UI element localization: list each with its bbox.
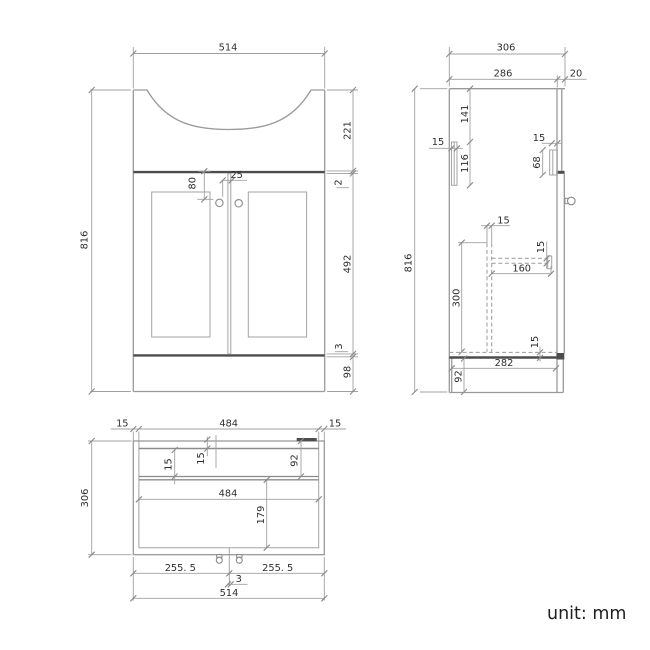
dim-plan-depth: 306 xyxy=(80,488,92,508)
dim-front-door-height: 492 xyxy=(342,254,354,274)
front-left-knob xyxy=(216,199,223,206)
side-doorbottom-edge xyxy=(557,353,565,360)
front-right-door-panel xyxy=(248,192,306,337)
dim-side-hanger-offset: 141 xyxy=(460,104,471,124)
dim-plan-right-door: 255. 5 xyxy=(262,562,294,574)
dim-plan-width: 514 xyxy=(219,587,239,599)
dim-side-plinth-depth: 282 xyxy=(494,357,514,369)
dim-front-top-gap: 2 xyxy=(333,179,345,186)
side-front-bracket xyxy=(550,150,558,175)
dim-plan-shelf-width: 484 xyxy=(218,488,238,500)
dim-side-catch-height: 68 xyxy=(532,156,543,169)
plan-back-rail-lines xyxy=(139,477,319,480)
unit-label: unit: mm xyxy=(547,604,627,624)
dim-side-shelf-thickness: 15 xyxy=(535,240,547,254)
front-view xyxy=(80,43,359,395)
plan-dim-lines xyxy=(88,429,346,601)
dim-side-carcass-depth: 286 xyxy=(493,68,513,80)
dim-plan-door-zone-depth: 179 xyxy=(256,505,268,525)
dim-plan-inner-width: 484 xyxy=(219,418,239,430)
front-outline xyxy=(133,90,324,392)
dim-side-plinth-height: 92 xyxy=(453,370,465,383)
dim-front-basin-height: 221 xyxy=(342,121,354,140)
dim-side-depth: 306 xyxy=(496,42,516,54)
front-center-stile xyxy=(228,174,231,355)
plan-right-knob xyxy=(236,557,242,563)
dim-plan-left-door: 255. 5 xyxy=(164,562,196,574)
dim-plan-left-panel: 15 xyxy=(116,418,129,430)
side-view xyxy=(404,43,587,396)
dim-plan-back-thickness: 15 xyxy=(195,452,207,465)
dim-side-hanger-width: 15 xyxy=(431,137,445,148)
plan-wall-rail-block xyxy=(297,438,317,441)
dim-plan-right-panel: 15 xyxy=(328,418,342,430)
side-dim-ticks xyxy=(412,51,568,395)
dim-side-door-thickness: 20 xyxy=(569,68,583,80)
front-left-door-panel xyxy=(152,192,210,337)
side-knob xyxy=(568,197,576,205)
front-basin-curve xyxy=(133,90,324,130)
dim-side-height: 816 xyxy=(403,253,415,273)
side-outline xyxy=(449,89,565,393)
dim-front-height: 816 xyxy=(79,230,91,250)
dim-side-base-thickness: 15 xyxy=(530,335,541,349)
plan-left-knob xyxy=(216,557,222,563)
dim-side-hanger-height: 116 xyxy=(460,154,471,173)
dim-side-shelf-depth: 160 xyxy=(512,263,532,275)
dim-side-divider-height: 300 xyxy=(451,288,463,308)
plan-dim-ticks xyxy=(89,426,328,601)
front-right-knob xyxy=(235,200,242,207)
plan-view xyxy=(80,419,346,602)
dim-side-divider-thickness: 15 xyxy=(497,215,510,227)
dim-plan-back-rail-depth: 92 xyxy=(289,454,301,467)
front-dim-lines xyxy=(91,47,359,392)
dim-plan-door-gap: 3 xyxy=(235,573,242,585)
dim-front-handle-gap: 25 xyxy=(230,169,243,181)
dim-side-catch-width: 15 xyxy=(532,133,546,144)
dim-plan-back-inset: 15 xyxy=(163,458,175,471)
front-dim-ticks xyxy=(89,51,356,395)
dim-front-handle-drop: 80 xyxy=(187,177,199,190)
dim-front-bottom-gap: 3 xyxy=(334,343,345,350)
side-divider-hidden xyxy=(487,243,492,351)
dim-front-plinth-height: 98 xyxy=(342,365,354,379)
dim-front-width: 514 xyxy=(218,42,238,54)
